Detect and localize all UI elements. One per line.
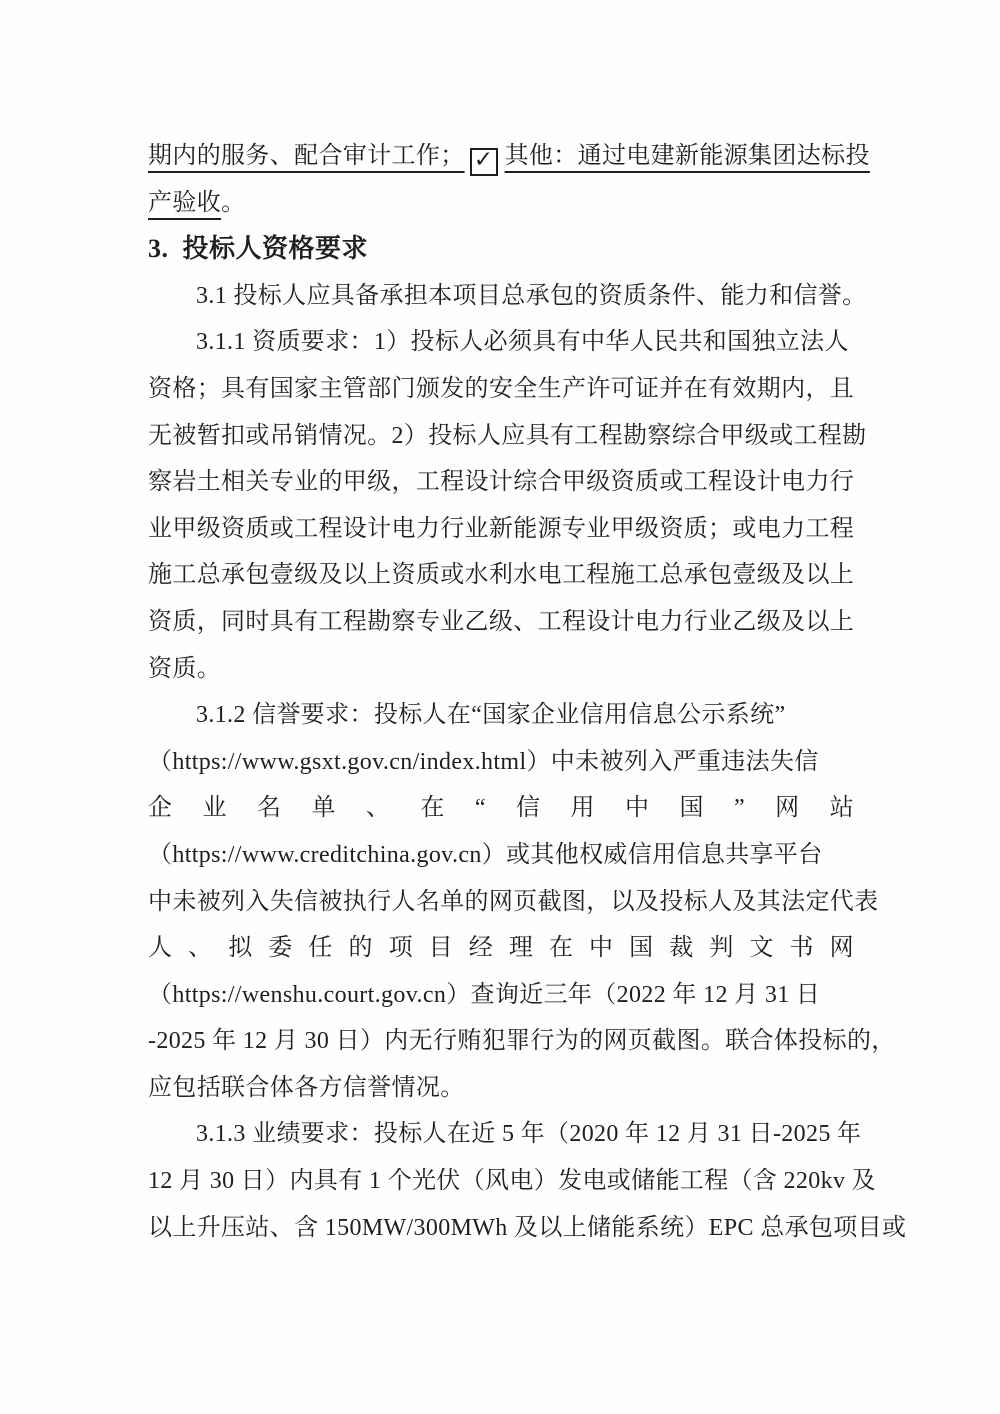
text-line: [148, 879, 879, 926]
text-run: 。: [221, 189, 246, 216]
text-run: （https://www.creditchina.gov.cn）或其他权威信用信息共享平台: [148, 841, 823, 868]
text-line: [148, 459, 854, 506]
text-line: [148, 1018, 896, 1065]
text-line: [148, 739, 854, 786]
text-run: 人、拟委任的项目经理在中国裁判文书网: [148, 935, 854, 962]
text-line: [148, 366, 854, 413]
text-line: [148, 785, 854, 832]
text-line: [148, 413, 867, 460]
text-run: （https://wenshu.court.gov.cn）查询近三年（2022 年 12 月 31 日: [148, 981, 821, 1008]
text-run: 资质，同时具有工程勘察专业乙级、工程设计电力行业乙级及以上: [148, 608, 855, 635]
text-line: [148, 180, 854, 227]
text-line: [148, 599, 854, 646]
text-run: 企业名单、在“信用中国”网站: [148, 795, 854, 822]
text-line: [148, 1111, 862, 1158]
text-line: [148, 646, 854, 693]
text-line: [148, 273, 867, 320]
text-line: [148, 692, 854, 739]
text-run: 3.1.2 信誉要求：投标人在“国家企业信用信息公示系统”: [196, 702, 786, 729]
text-line: [148, 319, 854, 366]
text-run: 产验收: [148, 189, 222, 216]
text-line: [148, 972, 854, 1019]
text-line: [148, 552, 854, 599]
text-run: 资质。: [148, 655, 222, 682]
text-line: [148, 1158, 876, 1205]
text-run: 资格；具有国家主管部门颁发的安全生产许可证并在有效期内，且: [148, 375, 855, 402]
text-run: 应包括联合体各方信誉情况。: [148, 1074, 465, 1101]
text-line: [148, 832, 854, 879]
text-line: [148, 1065, 854, 1112]
text-run: 3.1 投标人应具备承担本项目总承包的资质条件、能力和信誉。: [196, 282, 867, 309]
text-run: 以上升压站、含 150MW/300MWh 及以上储能系统）EPC 总承包项目或: [148, 1214, 907, 1241]
text-run: 无被暂扣或吊销情况。2）投标人应具有工程勘察综合甲级或工程勘: [148, 422, 867, 449]
text-run: -2025 年 12 月 30 日）内无行贿犯罪行为的网页截图。联合体投标的，: [148, 1028, 896, 1055]
text-run: （https://www.gsxt.gov.cn/index.html）中未被列入严重违法失信: [148, 748, 819, 775]
text-run: 施工总承包壹级及以上资质或水利水电工程施工总承包壹级及以上: [148, 562, 855, 589]
text-line: [148, 506, 854, 553]
checked-checkbox: [470, 148, 498, 176]
text-line: [148, 1205, 907, 1252]
text-run: 期内的服务、配合审计工作；: [148, 143, 465, 169]
text-run: 中未被列入失信被执行人名单的网页截图，以及投标人及其法定代表: [148, 888, 879, 915]
text-run: 12 月 30 日）内具有 1 个光伏（风电）发电或储能工程（含 220kv 及: [148, 1168, 876, 1195]
text-run: 察岩土相关专业的甲级，工程设计综合甲级资质或工程设计电力行: [148, 469, 855, 496]
text-line: [148, 133, 870, 180]
text-line: [148, 925, 854, 972]
text-run: 业甲级资质或工程设计电力行业新能源专业甲级资质；或电力工程: [148, 515, 855, 542]
document-body: [148, 133, 907, 1251]
text-run: 其他：通过电建新能源集团达标投: [504, 143, 870, 169]
text-run: 3. 投标人资格要求: [148, 234, 369, 264]
section-heading: [148, 226, 854, 273]
text-run: 3.1.1 资质要求：1）投标人必须具有中华人民共和国独立法人: [196, 329, 849, 356]
check-icon: ✓: [473, 147, 494, 173]
text-run: 3.1.3 业绩要求：投标人在近 5 年（2020 年 12 月 31 日-2025 年: [196, 1121, 862, 1148]
